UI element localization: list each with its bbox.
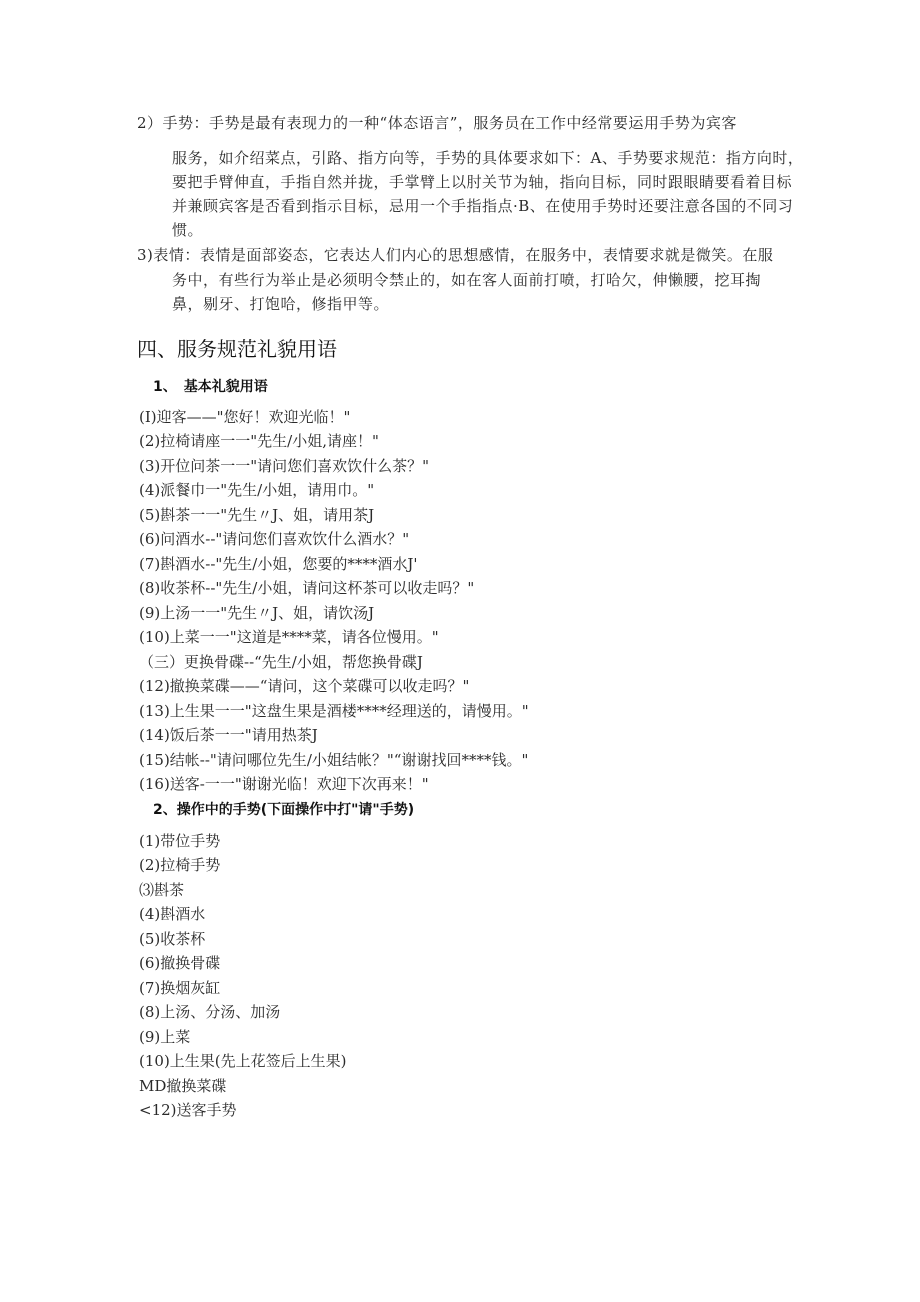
gesture-paragraph-line-1: 2）手势：手势是最有表现力的一种“体态语言”，服务员在工作中经常要运用手势为宾客 — [137, 114, 737, 132]
gesture-item: (6)撤换骨碟 — [139, 954, 221, 972]
gesture-item: (7)换烟灰缸 — [139, 979, 221, 997]
phrase-item: (14)饭后茶一一"请用热茶J — [139, 726, 318, 744]
phrase-item: (12)撤换菜碟——“请问，这个菜碟可以收走吗？" — [139, 677, 470, 695]
gesture-item: (5)收茶杯 — [139, 930, 206, 948]
expression-paragraph-line-3: 鼻，剔牙、打饱哈，修指甲等。 — [172, 295, 390, 313]
gesture-paragraph-line-3: 要把手臂伸直，手指自然并拢，手掌臂上以肘关节为轴，指向目标，同时跟眼睛要看着目标 — [172, 173, 793, 191]
gesture-item: <12)送客手势 — [139, 1101, 237, 1119]
gesture-paragraph-line-2: 服务，如介绍菜点，引路、指方向等，手势的具体要求如下：A、手势要求规范：指方向时， — [172, 149, 804, 167]
phrase-item: (15)结帐--"请问哪位先生/小姐结帐？"“谢谢找回****钱。" — [139, 751, 529, 769]
phrase-item: (10)上菜一一"这道是****菜，请各位慢用。" — [139, 628, 439, 646]
phrase-item: (I)迎客——"您好！欢迎光临！" — [139, 408, 351, 426]
phrase-item: (8)收茶杯--"先生/小姐，请问这杯茶可以收走吗？" — [139, 579, 475, 597]
phrase-item: (7)斟酒水--"先生/小姐，您要的****酒水J' — [139, 555, 418, 573]
gesture-paragraph-line-4: 并兼顾宾客是否看到指示目标，忌用一个手指指点·B、在使用手势时还要注意各国的不同习 — [172, 197, 794, 215]
gesture-item: ⑶斟茶 — [139, 881, 185, 899]
phrase-item: (9)上汤一一"先生〃J、姐，请饮汤J — [139, 604, 375, 622]
gesture-item: (9)上菜 — [139, 1028, 191, 1046]
section-4-title: 四、服务规范礼貌用语 — [137, 337, 337, 361]
gesture-item: (4)斟酒水 — [139, 905, 206, 923]
gestures-heading: 2、操作中的手势(下面操作中打"请"手势) — [153, 802, 415, 818]
gesture-item: (1)带位手势 — [139, 832, 221, 850]
phrase-item: （三）更换骨碟--“先生/小姐，帮您换骨碟J — [139, 653, 423, 671]
basic-phrases-heading: 1、 基本礼貌用语 — [153, 379, 268, 395]
gesture-item: (10)上生果(先上花签后上生果) — [139, 1052, 347, 1070]
phrase-item: (16)送客-一一"谢谢光临！欢迎下次再来！" — [139, 775, 429, 793]
gesture-item: (8)上汤、分汤、加汤 — [139, 1003, 281, 1021]
gesture-paragraph-line-5: 惯。 — [172, 221, 204, 239]
expression-paragraph-line-2: 务中，有些行为举止是必须明令禁止的，如在客人面前打喷，打哈欠，伸懒腰，挖耳掏 — [172, 271, 762, 289]
phrase-item: (2)拉椅请座一一"先生/小姐,请座！" — [139, 432, 379, 450]
phrase-item: (4)派餐巾一"先生/小姐，请用巾。" — [139, 481, 375, 499]
gesture-item: (2)拉椅手势 — [139, 856, 221, 874]
phrase-item: (13)上生果一一"这盘生果是酒楼****经理送的，请慢用。" — [139, 702, 529, 720]
phrase-item: (3)开位问茶一一"请问您们喜欢饮什么茶？" — [139, 457, 430, 475]
expression-paragraph-line-1: 3)表情：表情是面部姿态，它表达人们内心的思想感情，在服务中，表情要求就是微笑。在服 — [137, 246, 774, 264]
phrase-item: (6)问酒水--"请问您们喜欢饮什么酒水？" — [139, 530, 410, 548]
gesture-item: MD撤换菜碟 — [139, 1077, 227, 1095]
phrase-item: (5)斟茶一一"先生〃J、姐，请用茶J — [139, 506, 375, 524]
